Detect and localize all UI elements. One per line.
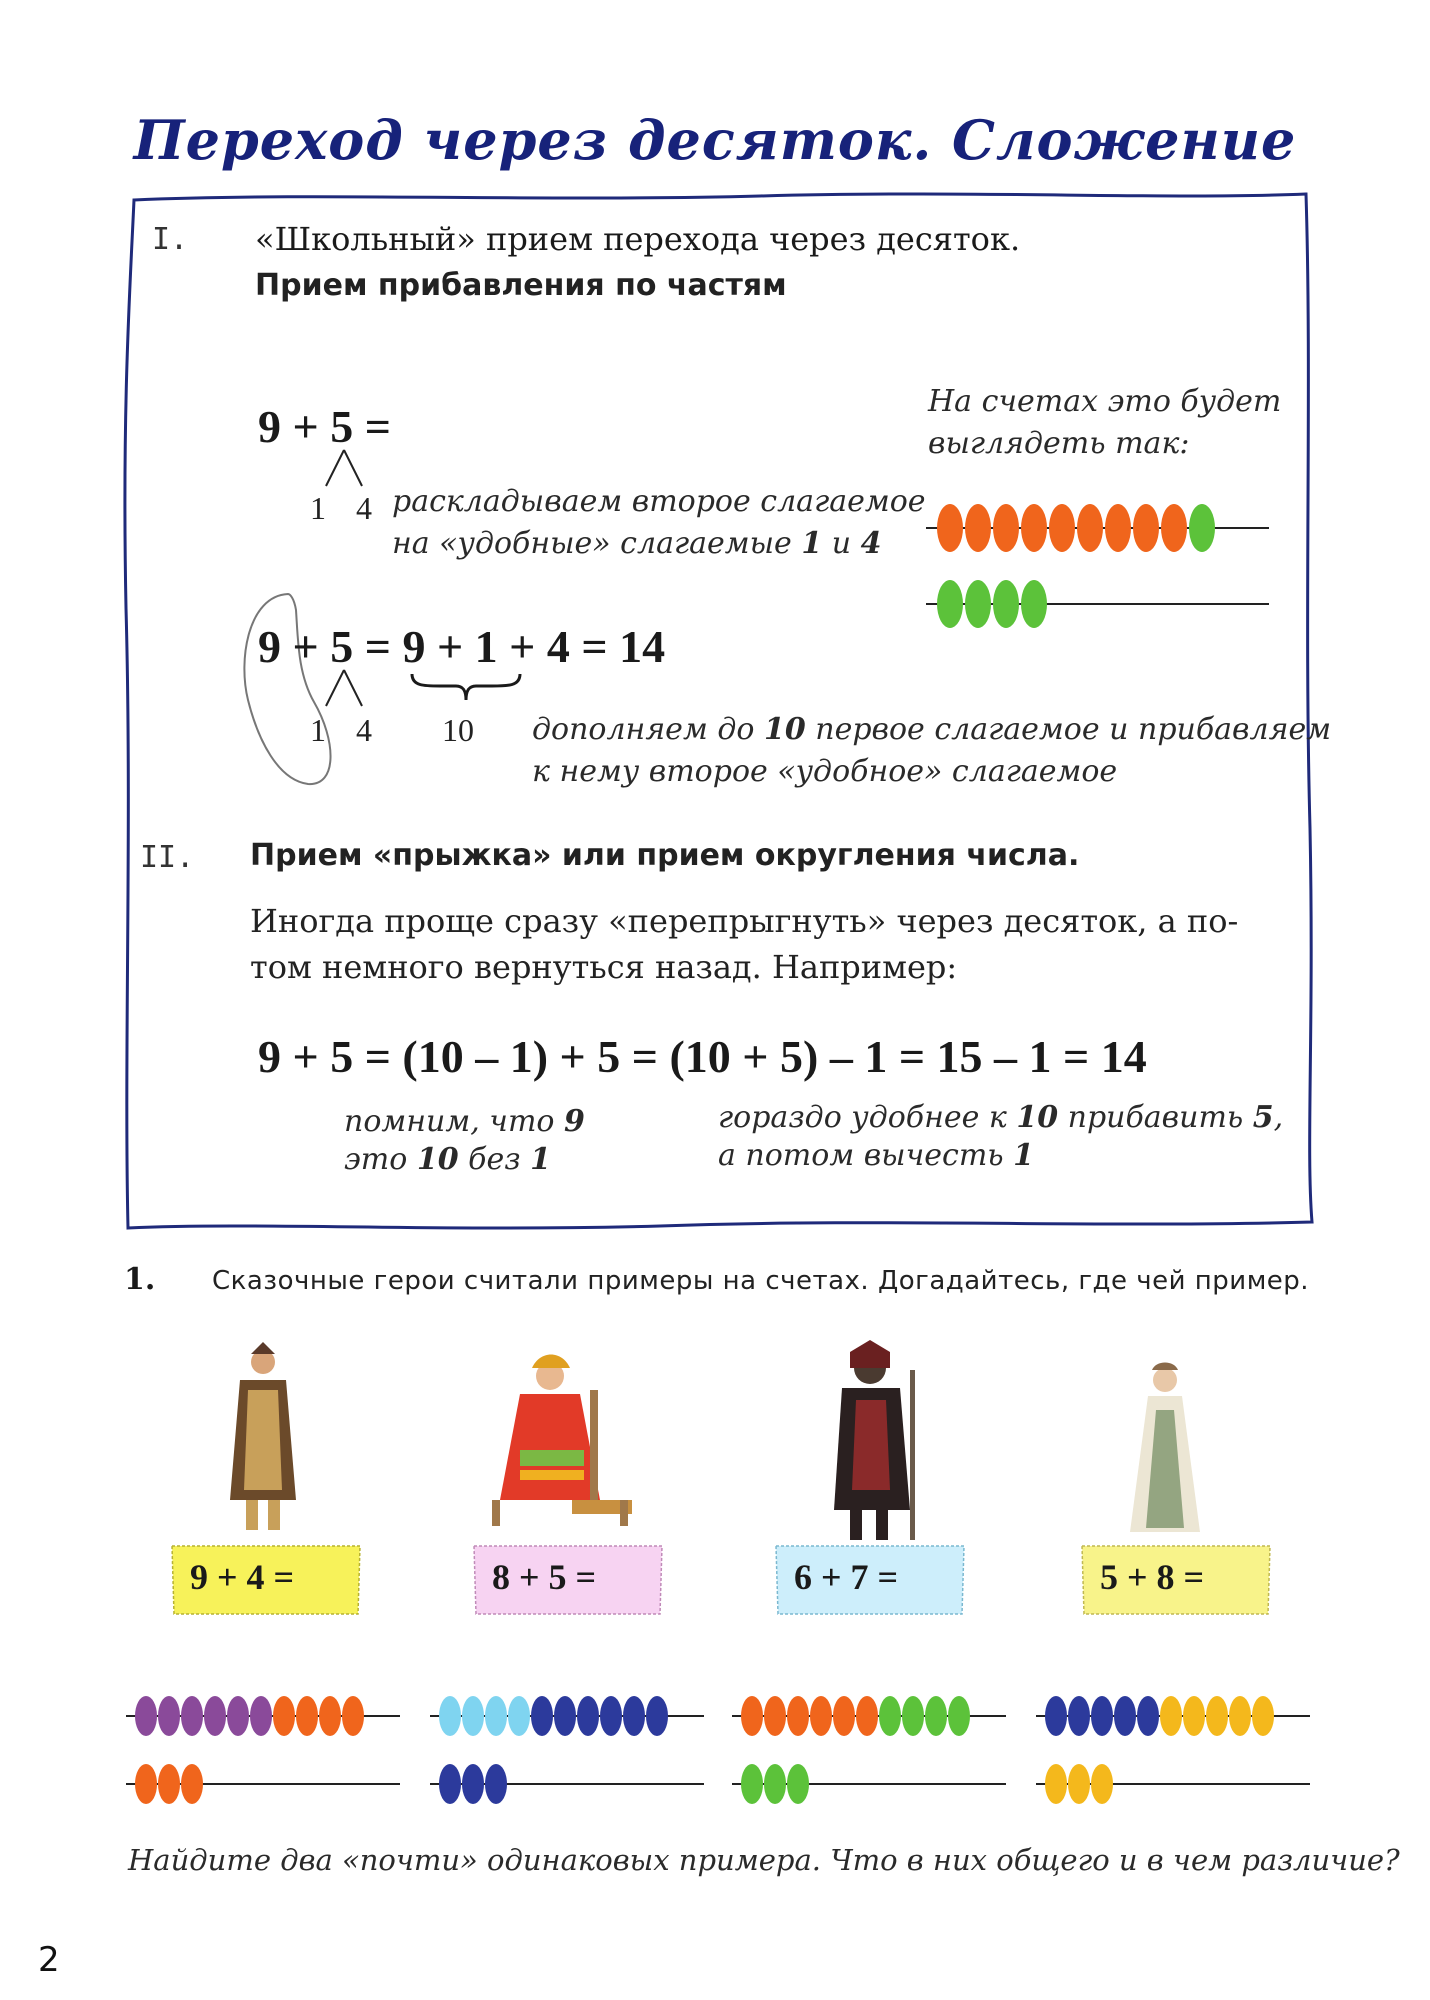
bead [993, 580, 1019, 628]
bead [1114, 1696, 1136, 1736]
note-1-line-1: раскладываем второе слагаемое [392, 484, 926, 519]
abacus-4 [1034, 1688, 1314, 1818]
bead [1206, 1696, 1228, 1736]
task-1-text: Сказочные герои считали примеры на счетах. Догадайтесь, где чей пример. [212, 1266, 1310, 1296]
abacus-3 [730, 1688, 1010, 1818]
bead [925, 1696, 947, 1736]
example-card-4: 5 + 8 = [1078, 1542, 1274, 1618]
bead [204, 1696, 226, 1736]
character-boyar-image [218, 1340, 308, 1540]
equation-2: 9 + 5 = 9 + 1 + 4 = 14 [258, 621, 666, 672]
bead [158, 1764, 180, 1804]
bead [462, 1764, 484, 1804]
bead [1021, 504, 1047, 552]
bead [902, 1696, 924, 1736]
bead [135, 1764, 157, 1804]
section-1-heading: «Школьный» прием перехода через десяток. [255, 220, 1021, 258]
bead [741, 1764, 763, 1804]
bead [508, 1696, 530, 1736]
bead [273, 1696, 295, 1736]
bead [1161, 504, 1187, 552]
example-card-1: 9 + 4 = [168, 1542, 364, 1618]
bead [531, 1696, 553, 1736]
character-koschei-image [820, 1340, 930, 1550]
abacus-1 [124, 1688, 404, 1818]
bead [1091, 1696, 1113, 1736]
split-lines-2 [320, 668, 370, 708]
bead [1160, 1696, 1182, 1736]
example-card-2: 8 + 5 = [470, 1542, 666, 1618]
bead [181, 1696, 203, 1736]
bead [485, 1764, 507, 1804]
bead [965, 504, 991, 552]
bead [577, 1696, 599, 1736]
bead [1183, 1696, 1205, 1736]
task-1-number: 1. [124, 1262, 156, 1297]
section-2-number: II. [140, 840, 195, 875]
bead [1189, 504, 1215, 552]
bead [1133, 504, 1159, 552]
section-2-text-line-1: Иногда проще сразу «перепрыгнуть» через десяток, а по- [250, 902, 1239, 940]
bead [158, 1696, 180, 1736]
note-left-line-1: помним, что 9 [344, 1104, 585, 1139]
bead [1229, 1696, 1251, 1736]
curly-brace [410, 670, 522, 706]
bead [135, 1696, 157, 1736]
bead [856, 1696, 878, 1736]
bead [319, 1696, 341, 1736]
character-tsarevna-image [1120, 1360, 1210, 1540]
note-left-line-2: это 10 без 1 [344, 1142, 551, 1177]
split-2-part-b: 4 [356, 712, 372, 748]
bead [965, 580, 991, 628]
bead [439, 1696, 461, 1736]
bead [462, 1696, 484, 1736]
note-right-line-2: а потом вычесть 1 [718, 1138, 1035, 1173]
bead [1252, 1696, 1274, 1736]
page-title: Переход через десяток. Сложение [133, 108, 1297, 172]
bead [485, 1696, 507, 1736]
note-1-line-2: на «удобные» слагаемые 1 и 4 [392, 526, 882, 561]
task-1-question: Найдите два «почти» одинаковых примера. Что в них общего и в чем различие? [128, 1843, 1400, 1877]
bead [787, 1696, 809, 1736]
bead [227, 1696, 249, 1736]
bead [948, 1696, 970, 1736]
bead [554, 1696, 576, 1736]
split-1-part-b: 4 [356, 490, 372, 526]
bead [1045, 1696, 1067, 1736]
equation-3: 9 + 5 = (10 – 1) + 5 = (10 + 5) – 1 = 15 – 1 = 14 [258, 1031, 1147, 1082]
section-1-subheading: Прием прибавления по частям [255, 268, 787, 303]
bead [439, 1764, 461, 1804]
bead [600, 1696, 622, 1736]
bead [993, 504, 1019, 552]
bead [181, 1764, 203, 1804]
bead [937, 504, 963, 552]
note-2-line-2: к нему второе «удобное» слагаемое [532, 754, 1118, 789]
bead [1049, 504, 1075, 552]
bead [1137, 1696, 1159, 1736]
bead [1105, 504, 1131, 552]
abacus-2 [428, 1688, 708, 1818]
bead [1068, 1764, 1090, 1804]
bead [879, 1696, 901, 1736]
bead [833, 1696, 855, 1736]
abacus-caption-line-2: выглядеть так: [928, 426, 1190, 461]
split-2-part-a: 1 [310, 712, 326, 748]
bead [1068, 1696, 1090, 1736]
bead [646, 1696, 668, 1736]
section-1-number: I. [152, 222, 189, 257]
note-2-line-1: дополняем до 10 первое слагаемое и прибавляем [532, 712, 1332, 747]
bead [787, 1764, 809, 1804]
bead [764, 1764, 786, 1804]
bead [342, 1696, 364, 1736]
bead [1091, 1764, 1113, 1804]
section-2-heading: Прием «прыжка» или прием округления числа. [250, 838, 1080, 873]
bead [764, 1696, 786, 1736]
bead [810, 1696, 832, 1736]
character-spinner-girl-image [480, 1350, 650, 1530]
note-right-line-1: гораздо удобнее к 10 прибавить 5, [718, 1100, 1284, 1135]
bead [296, 1696, 318, 1736]
split-lines-1 [320, 448, 370, 488]
bead [623, 1696, 645, 1736]
abacus-caption-line-1: На счетах это будет [928, 384, 1282, 419]
example-abacus [924, 496, 1274, 636]
bead [250, 1696, 272, 1736]
bead [1077, 504, 1103, 552]
equation-1: 9 + 5 = [258, 401, 391, 452]
split-1-part-a: 1 [310, 490, 326, 526]
page-number: 2 [38, 1940, 60, 1980]
bead [1045, 1764, 1067, 1804]
example-card-3: 6 + 7 = [772, 1542, 968, 1618]
bead [937, 580, 963, 628]
brace-value: 10 [442, 712, 474, 748]
bead [741, 1696, 763, 1736]
section-2-text-line-2: том немного вернуться назад. Например: [250, 948, 958, 986]
bead [1021, 580, 1047, 628]
